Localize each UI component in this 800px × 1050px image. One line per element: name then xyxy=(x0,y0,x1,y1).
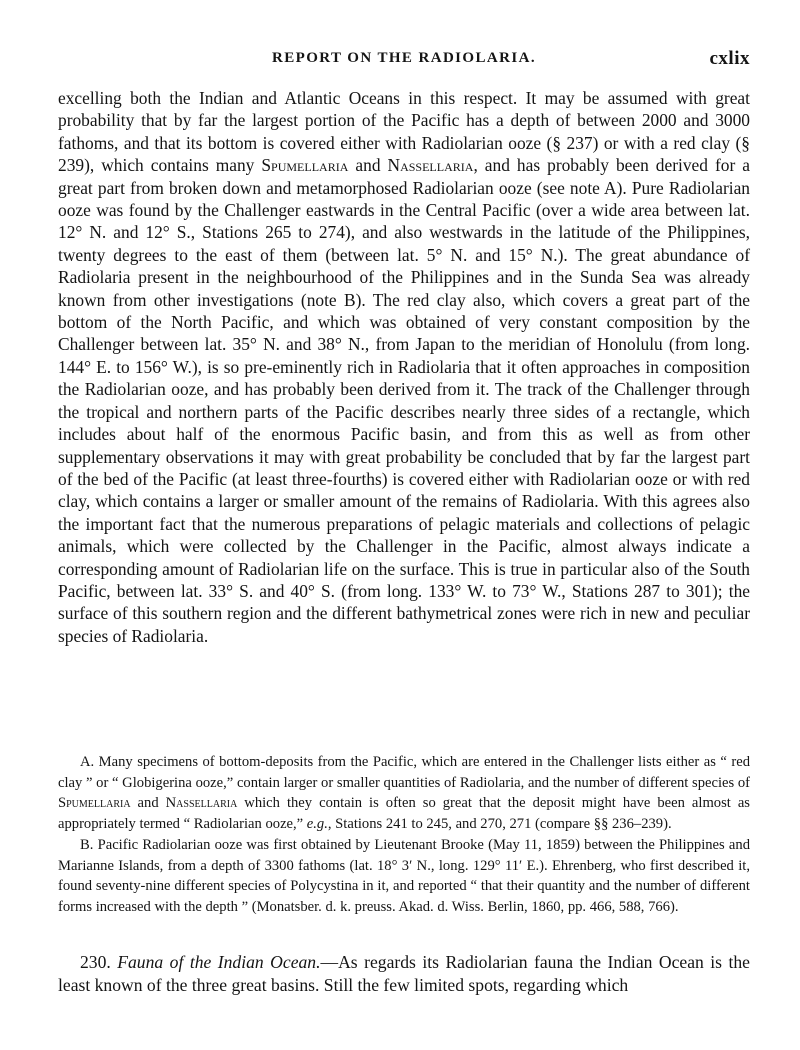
spumellaria-term: Spumellaria xyxy=(261,155,349,176)
running-header xyxy=(58,50,750,74)
note-a-text: and xyxy=(130,795,166,812)
section-title: Fauna of the Indian Ocean. xyxy=(117,952,321,972)
section-text: —As regards its Radiolarian fauna the Indian Ocean is the least known of the three great basins. Still the few limited spots, regarding which xyxy=(58,952,750,995)
page-number: cxlix xyxy=(709,48,750,69)
body-paragraph xyxy=(58,87,750,647)
note-a xyxy=(58,752,750,835)
note-a-text: A. Many specimens of bottom-deposits from the Pacific, which are entered in the Challenger lists either as “ red clay ” or “ Globigerina ooze,” contain larger or smaller quantities of Radiolaria, and the number of different species of xyxy=(58,754,750,791)
section-number: 230. xyxy=(80,952,111,972)
running-title: REPORT ON THE RADIOLARIA. xyxy=(272,50,536,66)
nassellaria-term: Nassellaria xyxy=(165,795,238,812)
spumellaria-term: Spumellaria xyxy=(58,795,131,812)
body-text-segment: , and has probably been derived for a great part from broken down and metamorphosed Radiolarian ooze (see note A). Pure Radiolarian ooze was found by the Challenger eastwards in the Central Pacific (over a wide area between lat. 12° N. and 12° S., Stations 265 to 274), and also westwards in the latitude of the Philippines, twenty degrees to the east of them (between lat. 5° N. and 15° N.). The great abundance of Radiolaria present in the neighbourhood of the Philippines and in the Sunda Sea was already known from other investigations (note B). The red clay also, which covers a great part of the bottom of the North Pacific, and which was obtained of very constant composition by the Challenger between lat. 35° N. and 38° N., from Japan to the meridian of Honolulu (from long. 144° E. to 156° W.), is so pre-eminently rich in Radiolaria that it often approaches in composition the Radiolarian ooze, and has probably been derived from it. The track of the Challenger through the tropical and northern parts of the Pacific describes nearly three sides of a rectangle, which includes about half of the enormous Pacific basin, and from this as well as from other supplementary observations it may with great probability be concluded that by far the largest part of the bed of the Pacific (at least three-fourths) is covered either with Radiolarian ooze or with red clay, which contains a larger or smaller amount of the remains of Radiolaria. With this agrees also the important fact that the numerous preparations of pelagic materials and collections of pelagic animals, which were collected by the Challenger in the Pacific, almost always indicate a corresponding amount of Radiolarian life on the surface. This is true in particular also of the South Pacific, between lat. 33° S. and 40° S. (from long. 133° W. to 73° W., Stations 287 to 301); the surface of this southern region and the different bathymetrical zones were rich in new and peculiar species of Radiolaria. xyxy=(58,155,750,646)
eg-abbreviation: e.g. xyxy=(306,816,328,833)
body-text-segment: and xyxy=(348,155,388,176)
note-a-text: which they contain is often so great that the deposit might have been almost as appropriately termed “ Radiolarian ooze,” xyxy=(58,795,750,833)
section-230-paragraph xyxy=(58,951,750,997)
nassellaria-term: Nassellaria xyxy=(387,155,474,176)
note-a-text: , Stations 241 to 245, and 270, 271 (compare §§ 236–239). xyxy=(327,816,672,833)
note-b: B. Pacific Radiolarian ooze was first obtained by Lieutenant Brooke (May 11, 1859) between the Philippines and Marianne Islands, from a depth of 3300 fathoms (lat. 18° 3′ N., long. 129° 11′ E.). Ehrenberg, who first described it, found seventy-nine different species of Polycystina in it, and reported “ that their quantity and the number of different forms increased with the depth ” (Monatsber. d. k. preuss. Akad. d. Wiss. Berlin, 1860, pp. 466, 588, 766). xyxy=(58,836,750,915)
body-text-segment: excelling both the Indian and Atlantic Oceans in this respect. It may be assumed with great probability that by far the largest portion of the Pacific has a depth of between 2000 and 3000 fathoms, and that its bottom is covered either with Radiolarian ooze (§ 237) or with a red clay (§ 239), which contains many xyxy=(58,88,750,176)
footnotes xyxy=(58,752,750,918)
